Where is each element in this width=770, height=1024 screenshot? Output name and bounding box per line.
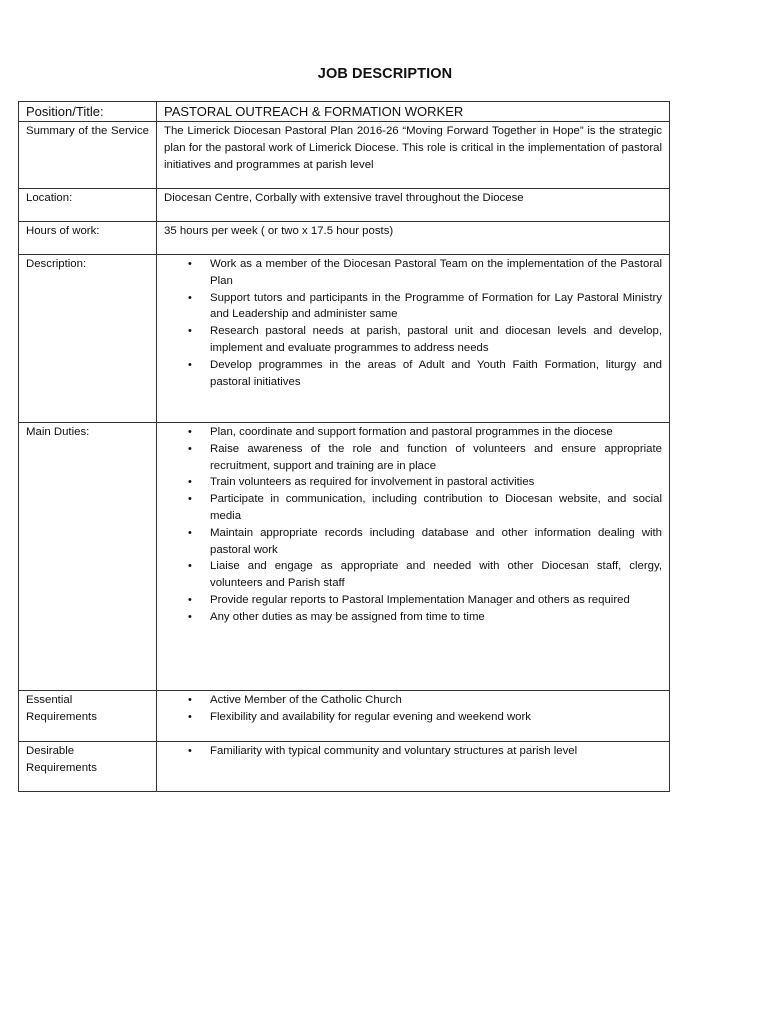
essential-value-cell bbox=[157, 691, 670, 742]
table-row-essential-requirements bbox=[19, 691, 670, 742]
list-item: • Maintain appropriate records including database and other information dealing with pastoral work bbox=[210, 525, 662, 559]
table-row-description bbox=[19, 255, 670, 423]
desirable-label-line1: Desirable bbox=[26, 745, 75, 757]
document-title: JOB DESCRIPTION bbox=[317, 66, 453, 82]
list-item: • Flexibility and availability for regular evening and weekend work bbox=[210, 709, 662, 726]
hours-label: Hours of work: bbox=[19, 222, 157, 255]
location-value: Diocesan Centre, Corbally with extensive travel throughout the Diocese bbox=[157, 189, 670, 222]
desirable-label-cell bbox=[19, 742, 157, 792]
table-row-summary bbox=[19, 122, 670, 189]
list-item: • Any other duties as may be assigned from time to time bbox=[210, 609, 662, 626]
summary-label-cell bbox=[19, 122, 157, 189]
essential-list bbox=[164, 692, 662, 726]
table-row-hours bbox=[19, 222, 670, 255]
list-item: • Work as a member of the Diocesan Pastoral Team on the implementation of the Pastoral Plan bbox=[210, 256, 662, 290]
table-row-main-duties bbox=[19, 423, 670, 691]
description-value-cell bbox=[157, 255, 670, 423]
list-item: • Research pastoral needs at parish, pastoral unit and diocesan levels and develop, implement and evaluate programmes to address needs bbox=[210, 323, 662, 357]
position-label: Position/Title: bbox=[19, 102, 157, 122]
list-item: • Support tutors and participants in the Programme of Formation for Lay Pastoral Ministry and Leadership and administer same bbox=[210, 290, 662, 324]
list-item: • Train volunteers as required for involvement in pastoral activities bbox=[210, 474, 662, 491]
location-label: Location: bbox=[19, 189, 157, 222]
main-duties-label: Main Duties: bbox=[19, 423, 157, 691]
position-value: PASTORAL OUTREACH & FORMATION WORKER bbox=[157, 102, 670, 122]
hours-value: 35 hours per week ( or two x 17.5 hour posts) bbox=[157, 222, 670, 255]
summary-label: Summary of the Service bbox=[26, 125, 149, 137]
desirable-value-cell bbox=[157, 742, 670, 792]
list-item: • Develop programmes in the areas of Adult and Youth Faith Formation, liturgy and pastoral initiatives bbox=[210, 357, 662, 391]
job-description-table bbox=[18, 101, 670, 792]
table-row-location bbox=[19, 189, 670, 222]
main-duties-value-cell bbox=[157, 423, 670, 691]
list-item: • Participate in communication, including contribution to Diocesan website, and social media bbox=[210, 491, 662, 525]
list-item: • Active Member of the Catholic Church bbox=[210, 692, 662, 709]
list-item: • Provide regular reports to Pastoral Implementation Manager and others as required bbox=[210, 592, 662, 609]
list-item: • Familiarity with typical community and voluntary structures at parish level bbox=[210, 743, 662, 760]
essential-label-cell bbox=[19, 691, 157, 742]
description-label: Description: bbox=[19, 255, 157, 423]
essential-label-line2: Requirements bbox=[26, 710, 97, 723]
summary-value: The Limerick Diocesan Pastoral Plan 2016-26 “Moving Forward Together in Hope” is the strategic plan for the pastoral work of Limerick Diocese. This role is critical in the implementation of pastoral initiatives and programmes at parish level bbox=[157, 122, 670, 189]
table-row-desirable-requirements bbox=[19, 742, 670, 792]
description-list bbox=[164, 256, 662, 390]
main-duties-list bbox=[164, 424, 662, 626]
essential-label-line1: Essential bbox=[26, 694, 73, 706]
table-row-position bbox=[19, 102, 670, 122]
list-item: • Raise awareness of the role and function of volunteers and ensure appropriate recruitment, support and training are in place bbox=[210, 441, 662, 475]
list-item: • Liaise and engage as appropriate and needed with other Diocesan staff, clergy, volunteers and Parish staff bbox=[210, 558, 662, 592]
desirable-label-line2: Requirements bbox=[26, 761, 97, 774]
list-item: • Plan, coordinate and support formation and pastoral programmes in the diocese bbox=[210, 424, 662, 441]
desirable-list bbox=[164, 743, 662, 760]
